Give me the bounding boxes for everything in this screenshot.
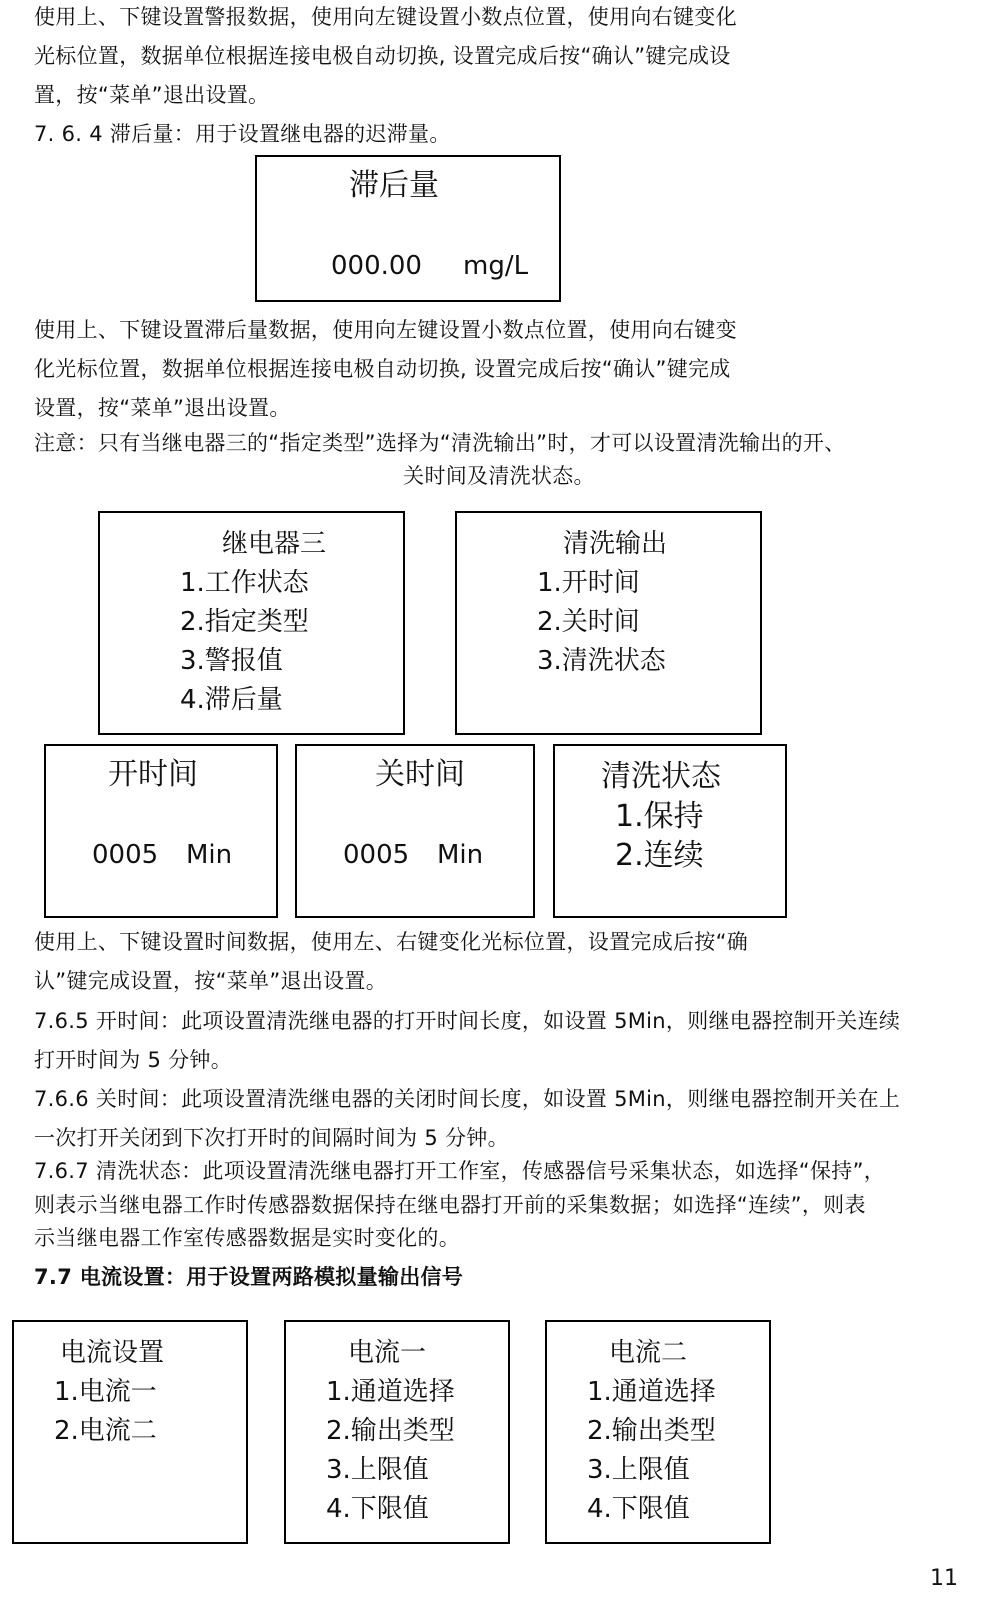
- screen-title: 电流一: [348, 1338, 427, 1368]
- current2-screen: [545, 1320, 771, 1544]
- menu-item: 3.上限值: [587, 1455, 690, 1485]
- menu-item: 4.下限值: [326, 1494, 429, 1524]
- note-line: 关时间及清洗状态。: [403, 464, 595, 488]
- screen-unit: mg/L: [463, 251, 529, 281]
- section-heading: 7.7 电流设置：用于设置两路模拟量输出信号: [34, 1265, 464, 1289]
- relay3-menu-screen: [98, 511, 405, 735]
- screen-title: 电流设置: [60, 1338, 165, 1368]
- paragraph-line: 打开时间为 5 分钟。: [34, 1048, 233, 1072]
- screen-title: 清洗输出: [563, 529, 668, 559]
- on-time-screen: [44, 744, 278, 918]
- paragraph-line: 使用上、下键设置时间数据，使用左、右键变化光标位置，设置完成后按“确: [34, 930, 749, 954]
- menu-item: 4.滞后量: [180, 685, 283, 715]
- off-time-screen: [295, 744, 535, 918]
- screen-value: 0005: [92, 840, 159, 870]
- menu-item: 1.通道选择: [326, 1377, 455, 1407]
- page-number: 11: [930, 1566, 958, 1591]
- menu-item: 2.关时间: [537, 607, 640, 637]
- screen-value: 000.00: [331, 251, 422, 281]
- screen-title: 关时间: [375, 757, 465, 792]
- paragraph-line: 一次打开关闭到下次打开时的间隔时间为 5 分钟。: [34, 1126, 509, 1150]
- paragraph-line: 7.6.7 清洗状态：此项设置清洗继电器打开工作室，传感器信号采集状态，如选择“保持”，: [34, 1159, 886, 1183]
- paragraph-line: 化光标位置，数据单位根据连接电极自动切换, 设置完成后按“确认”键完成: [34, 357, 731, 381]
- paragraph-line: 使用上、下键设置滞后量数据，使用向左键设置小数点位置，使用向右键变: [34, 318, 737, 342]
- menu-item: 1.保持: [615, 799, 704, 834]
- clean-state-screen: [553, 744, 787, 918]
- menu-item: 2.电流二: [54, 1416, 157, 1446]
- paragraph-line: 认”键完成设置，按“菜单”退出设置。: [34, 969, 388, 993]
- menu-item: 2.输出类型: [587, 1416, 716, 1446]
- menu-item: 2.连续: [615, 838, 704, 873]
- screen-title: 清洗状态: [601, 759, 721, 794]
- screen-value: 0005: [343, 840, 410, 870]
- paragraph-line: 示当继电器工作室传感器数据是实时变化的。: [34, 1226, 460, 1250]
- clean-output-menu-screen: [455, 511, 762, 735]
- menu-item: 3.警报值: [180, 646, 283, 676]
- menu-item: 1.电流一: [54, 1377, 157, 1407]
- note-line: 注意：只有当继电器三的“指定类型”选择为“清洗输出”时，才可以设置清洗输出的开、: [34, 431, 846, 455]
- screen-title: 滞后量: [349, 168, 439, 203]
- screen-title: 开时间: [108, 757, 198, 792]
- screen-title: 电流二: [609, 1338, 688, 1368]
- current-setting-screen: [12, 1320, 248, 1544]
- menu-item: 1.工作状态: [180, 568, 309, 598]
- paragraph-line: 光标位置，数据单位根据连接电极自动切换, 设置完成后按“确认”键完成设: [34, 44, 731, 68]
- paragraph-line: 则表示当继电器工作时传感器数据保持在继电器打开前的采集数据；如选择“连续”，则表: [34, 1193, 866, 1217]
- current1-screen: [284, 1320, 510, 1544]
- screen-unit: Min: [186, 840, 233, 870]
- paragraph-line: 7.6.6 关时间：此项设置清洗继电器的关闭时间长度，如设置 5Min，则继电器控制开关在上: [34, 1087, 901, 1111]
- menu-item: 3.上限值: [326, 1455, 429, 1485]
- paragraph-line: 置，按“菜单”退出设置。: [34, 83, 270, 107]
- paragraph-line: 7.6.5 开时间：此项设置清洗继电器的打开时间长度，如设置 5Min，则继电器控制开关连续: [34, 1009, 901, 1033]
- menu-item: 1.开时间: [537, 568, 640, 598]
- screen-unit: Min: [437, 840, 484, 870]
- paragraph-line: 使用上、下键设置警报数据，使用向左键设置小数点位置，使用向右键变化: [34, 5, 737, 29]
- menu-item: 2.输出类型: [326, 1416, 455, 1446]
- menu-item: 2.指定类型: [180, 607, 309, 637]
- screen-title: 继电器三: [222, 529, 327, 559]
- paragraph-line: 设置，按“菜单”退出设置。: [34, 396, 291, 420]
- menu-item: 3.清洗状态: [537, 646, 666, 676]
- menu-item: 1.通道选择: [587, 1377, 716, 1407]
- section-heading: 7. 6. 4 滞后量：用于设置继电器的迟滞量。: [34, 122, 451, 146]
- hysteresis-screen: [255, 155, 561, 302]
- menu-item: 4.下限值: [587, 1494, 690, 1524]
